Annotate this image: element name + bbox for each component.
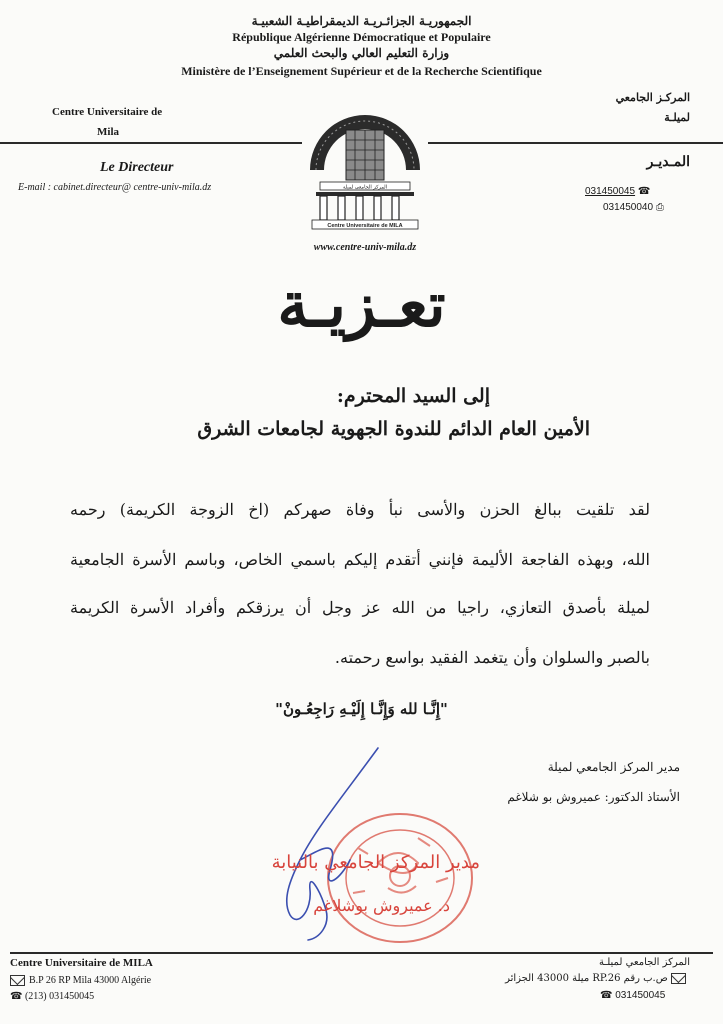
body-line-4: بالصبر والسلوان وأن يتغمد الفقيد بواسع رحمته.: [334, 648, 650, 667]
phone-icon-right: ☎: [600, 990, 613, 1001]
director-email: E-mail : cabinet.directeur@ centre-univ-mila.dz: [18, 182, 212, 193]
left-university-line2: Mila: [97, 126, 119, 138]
footer-left-bp: B.P 26 RP Mila 43000 Algérie: [29, 975, 152, 986]
phone-icon: ☎: [10, 991, 23, 1002]
university-logo: [302, 100, 428, 230]
footer-rule: [10, 952, 713, 954]
website-url: www.centre-univ-mila.dz: [313, 242, 417, 253]
phone-fax-1: [585, 186, 650, 197]
left-university-name: [52, 102, 202, 142]
footer-right-bp: ص.ب رقم RP.26 ميلة 43000 الجزائر: [505, 973, 668, 984]
signatory-position: مدير المركز الجامعي لميلة: [547, 760, 680, 774]
mail-icon: [10, 975, 25, 986]
footer-left-address: [10, 975, 151, 986]
body-line-1: لقد تلقيت ببالغ الحزن والأسى نبأ وفاة صهركم (اخ الزوجة الكريمة) رحمه: [70, 500, 650, 519]
right-university-line1: المركـز الجامعي: [615, 91, 690, 104]
footer-right-phone: [600, 990, 665, 1001]
phone-2-number: 031450040: [603, 202, 654, 213]
body-line-2: الله، وبهذه الفاجعة الأليمة فإنني أتقدم إليكم باسمي الخاص، وباسم الأسرة الجامعية: [70, 550, 651, 569]
director-title-arabic: المـديـر: [646, 154, 690, 170]
fax-icon: ⎙: [655, 202, 664, 213]
stamp-director-line: مدير المركز الجامعي بالنيابة: [271, 852, 480, 873]
logo-caption-fr: Centre Universitaire de MILA: [327, 223, 403, 229]
header-arabic-ministry: وزارة التعليم العالي والبحث العلمي: [273, 46, 450, 60]
mail-icon-right: [671, 973, 686, 984]
header-rule-right: [428, 142, 723, 144]
header-arabic-republic: الجمهوريـة الجزائـريـة الديمقراطيـة الشعبيـة: [251, 14, 472, 28]
phone-1-number: 031450045: [585, 186, 636, 197]
fax-phone-icon: ☎: [637, 186, 651, 197]
header-french-republic: République Algérienne Démocratique et Populaire: [232, 30, 491, 44]
footer-left-tel: (213) 031450045: [24, 991, 95, 1002]
quran-verse: "إِنَّـا لله وَإِنَّـا إِلَيْـهِ رَاجِعُـونْ": [275, 700, 448, 718]
director-title-french: Le Directeur: [100, 160, 174, 175]
body-line-3: لميلة بأصدق التعازي، راجيا من الله عز وجل أن يرزقكم وأفراد الأسرة الكريمة: [70, 598, 650, 617]
signature-icon: [260, 740, 390, 950]
right-university-name: [560, 88, 690, 128]
signatory-name: الأستاذ الدكتور: عميروش بو شلاغم: [507, 790, 680, 804]
logo-caption-ar: المركز الجامعي لميلة: [342, 184, 388, 191]
header-rule-left: [0, 142, 302, 144]
header-french-ministry: Ministère de l’Enseignement Supérieur et de la Recherche Scientifique: [181, 64, 542, 78]
recipient-salutation: إلى السيد المحترم:: [336, 385, 490, 407]
recipient-title: الأمين العام الدائم للندوة الجهوية لجامعات الشرق: [197, 418, 590, 440]
phone-fax-2: [603, 202, 664, 213]
footer-right-tel: 031450045: [615, 990, 666, 1001]
left-university-line1: Centre Universitaire de: [52, 106, 163, 118]
footer-left-phone: [10, 991, 94, 1002]
university-logo-icon: [302, 100, 428, 230]
footer-right-address: [470, 973, 690, 984]
page-title: تعـزيـة: [277, 268, 446, 341]
right-university-line2: لميلـة: [664, 111, 690, 124]
stamp-name-line: د. عميروش بوشلاغم: [313, 896, 450, 915]
handwritten-signature: [260, 740, 390, 950]
footer-right-name: المركز الجامعي لميلـة: [598, 957, 690, 968]
footer-left-name: Centre Universitaire de MILA: [10, 957, 153, 969]
